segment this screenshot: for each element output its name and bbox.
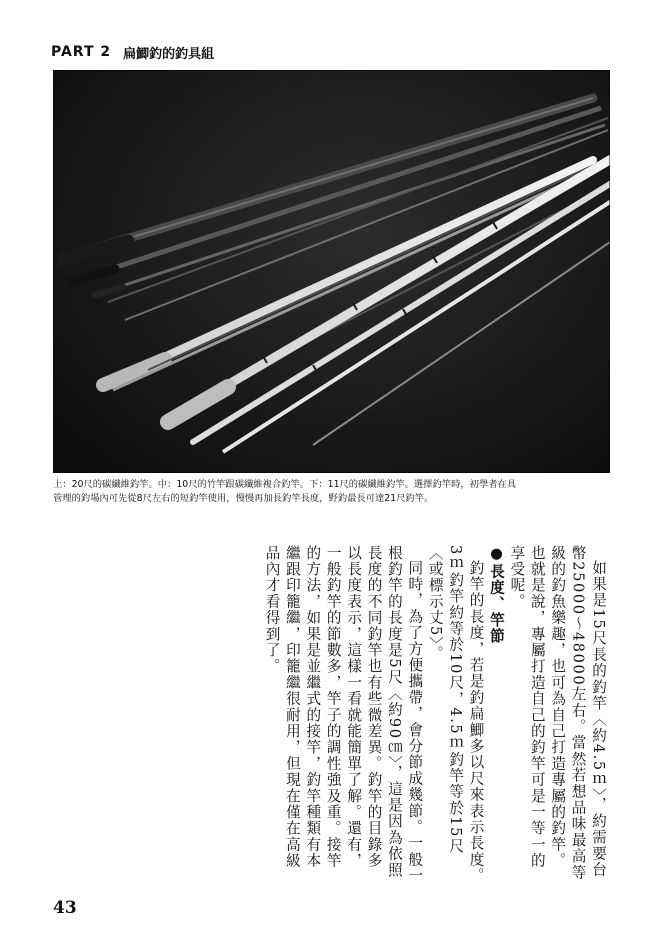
vertical-body-text bbox=[138, 545, 608, 885]
page-header bbox=[51, 41, 611, 63]
caption-line-2: 管理的釣場內可先從8尺左右的短釣竿使用，慢慢再加長釣竿長度，野釣最長可達21尺釣竿。 bbox=[53, 493, 434, 504]
chapter-title: 扁鯽釣的釣具組 bbox=[123, 46, 215, 62]
section-heading: ●長度、竿節 bbox=[487, 545, 505, 645]
paragraph-3: 同時，為了方便攜帶，會分節成幾節。一般一根釣竿的長度是5尺〈約90㎝〉，這是因為依照長度的不同釣竿也有些微差異。釣竿的目錄多以長度表示，這樣一看就能簡單了解。還有，一般釣竿的節數多，竿子的調性強及重。接竿的方法，如果是並繼式的接竿，釣竿種類有本繼跟印籠繼，印籠繼很耐用，但現在僅在高級品內才看得到了。 bbox=[263, 545, 424, 884]
photo-caption bbox=[53, 478, 610, 506]
page-number: 43 bbox=[53, 898, 77, 918]
caption-line-1: 上：20尺的碳纖維釣竿。中：10尺的竹竿跟碳纖維複合釣竿。下：11尺的碳纖維釣竿。選擇釣竿時，初學者在具 bbox=[53, 479, 517, 490]
paragraph-1: 如果是15尺長的釣竿〈約4.5ｍ〉，約需要台幣25000～48000左右。當然若想品味最高等級的釣魚樂趣，也可為自己打造專屬的釣竿。也就是說，專屬打造自己的釣竿可是一等一的享受呢。 bbox=[508, 545, 607, 881]
paragraph-2: 釣竿的長度，若是釣扁鯽多以尺來表示長度。3ｍ釣竿約等於10尺，4.5ｍ釣竿等於15尺〈或標示丈5〉。 bbox=[426, 545, 485, 884]
fishing-rods-photo bbox=[53, 70, 610, 473]
part-label: PART 2 bbox=[51, 44, 112, 60]
